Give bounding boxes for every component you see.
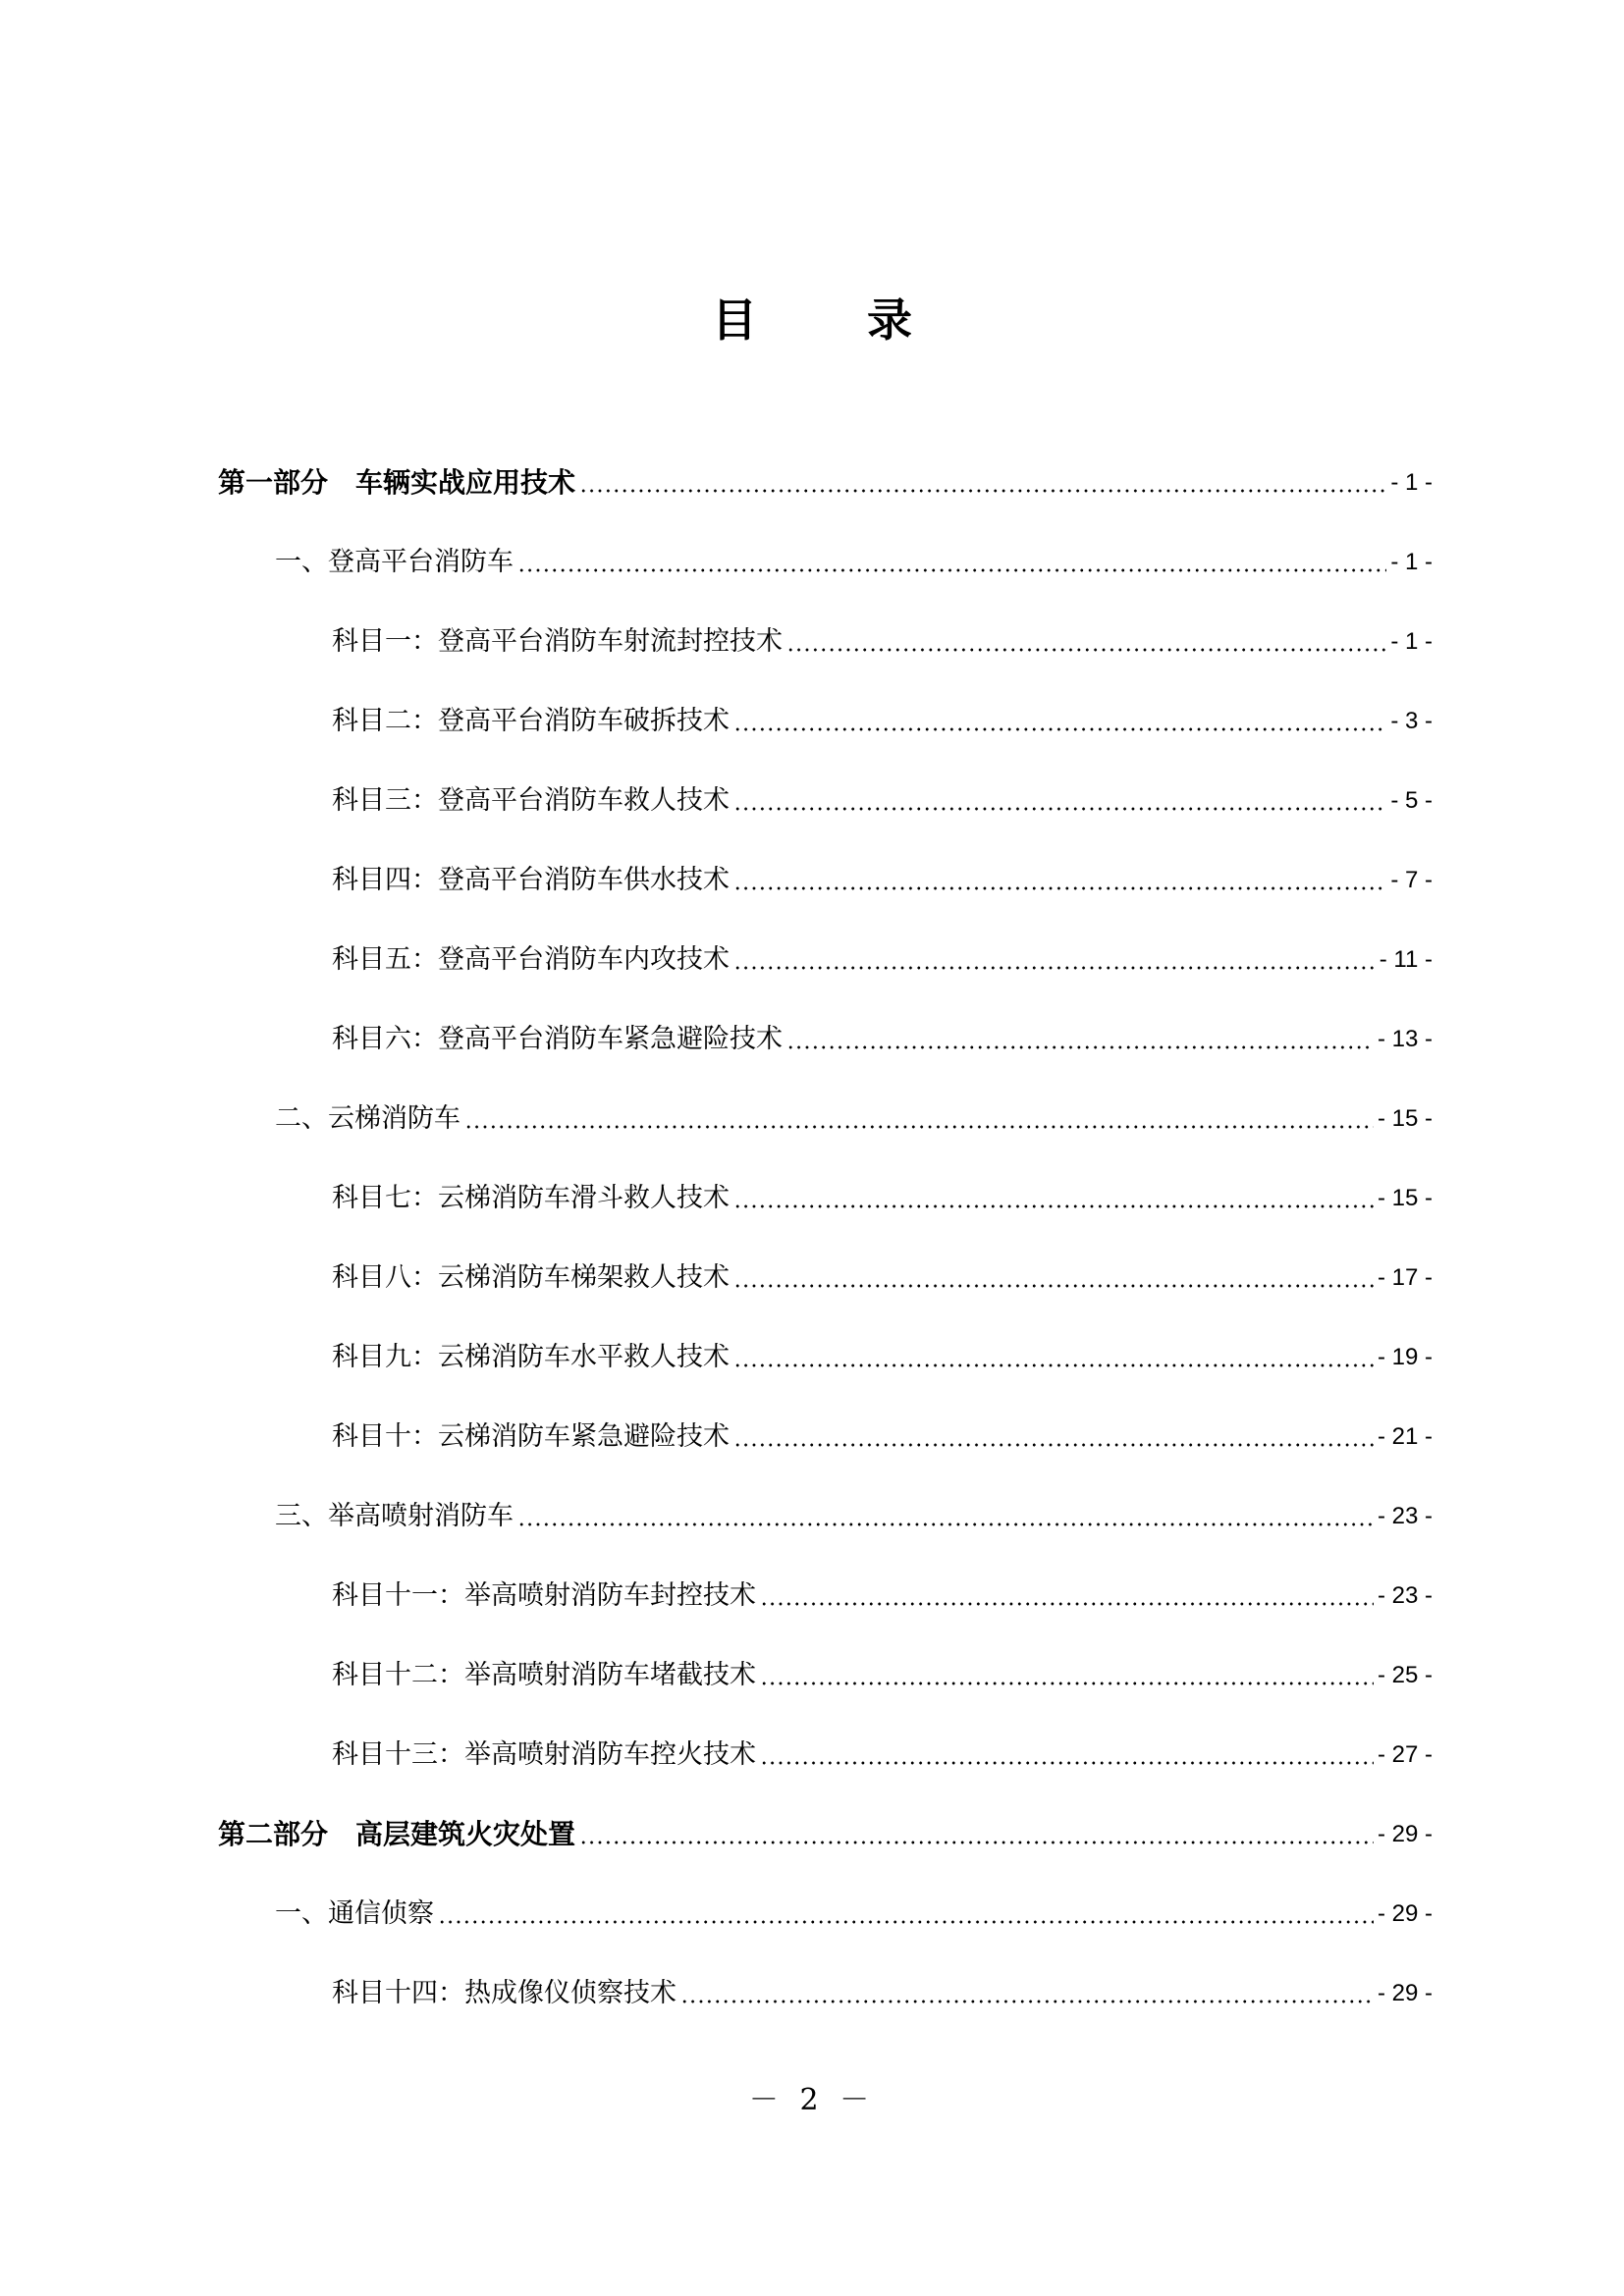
toc-page-number: - 1 - bbox=[1390, 628, 1433, 655]
toc-entry-label: 车辆实战应用技术 bbox=[355, 466, 576, 499]
toc-page-number: - 29 - bbox=[1377, 1821, 1433, 1847]
toc-entry-section[interactable] bbox=[275, 1497, 1433, 1536]
toc-entry-label: 科目十：云梯消防车紧急避险技术 bbox=[332, 1421, 730, 1452]
toc-entry-label: 科目八：云梯消防车梯架救人技术 bbox=[332, 1262, 730, 1293]
toc-page-number: - 15 - bbox=[1377, 1185, 1433, 1211]
dot-leader bbox=[733, 1363, 1374, 1367]
dot-leader bbox=[438, 1920, 1374, 1924]
toc-part-prefix: 第二部分 bbox=[218, 1818, 329, 1850]
toc-entry-label: 科目五：登高平台消防车内攻技术 bbox=[332, 944, 730, 975]
toc-page-number: - 13 - bbox=[1377, 1026, 1433, 1052]
toc-entry-label: 科目七：云梯消防车滑斗救人技术 bbox=[332, 1183, 730, 1213]
toc-page-number: - 1 - bbox=[1390, 469, 1433, 496]
dot-leader bbox=[680, 2000, 1374, 2003]
toc-entry-subject[interactable] bbox=[332, 1338, 1433, 1377]
toc-entry-part-2[interactable] bbox=[218, 1815, 1433, 1854]
page-number-footer: － 2 － bbox=[748, 2083, 876, 2117]
toc-entry-subject[interactable] bbox=[332, 1258, 1433, 1298]
toc-entry-subject[interactable] bbox=[332, 1020, 1433, 1059]
toc-entry-section[interactable] bbox=[275, 543, 1433, 582]
toc-entry-label: 科目四：登高平台消防车供水技术 bbox=[332, 865, 730, 895]
toc-entry-label: 一、通信侦察 bbox=[275, 1898, 434, 1929]
toc-page-number: - 3 - bbox=[1390, 708, 1433, 734]
toc-entry-subject[interactable] bbox=[332, 622, 1433, 662]
toc-page-number: - 17 - bbox=[1377, 1264, 1433, 1291]
dot-leader bbox=[733, 1284, 1374, 1288]
toc-entry-label: 科目九：云梯消防车水平救人技术 bbox=[332, 1342, 730, 1372]
dot-leader bbox=[517, 568, 1386, 572]
dot-leader bbox=[733, 1204, 1374, 1208]
toc-entry-subject[interactable] bbox=[332, 1974, 1433, 2013]
toc-page-number: - 5 - bbox=[1390, 787, 1433, 814]
toc-entry-subject[interactable] bbox=[332, 1735, 1433, 1775]
toc-entry-label: 科目二：登高平台消防车破拆技术 bbox=[332, 706, 730, 736]
toc-entry-label: 科目三：登高平台消防车救人技术 bbox=[332, 785, 730, 816]
toc-entry-subject[interactable] bbox=[332, 702, 1433, 741]
dot-leader bbox=[517, 1522, 1374, 1526]
toc-entry-subject[interactable] bbox=[332, 1179, 1433, 1218]
toc-page-number: - 1 - bbox=[1390, 549, 1433, 575]
dot-leader bbox=[760, 1761, 1374, 1765]
toc-entry-label: 科目十三：举高喷射消防车控火技术 bbox=[332, 1739, 756, 1770]
toc-entry-label: 三、举高喷射消防车 bbox=[275, 1501, 514, 1531]
dot-leader bbox=[733, 886, 1386, 890]
dot-leader bbox=[733, 1443, 1374, 1447]
dot-leader bbox=[760, 1682, 1374, 1685]
toc-page-number: - 23 - bbox=[1377, 1582, 1433, 1609]
dot-leader bbox=[786, 648, 1386, 652]
toc-entry-label: 二、云梯消防车 bbox=[275, 1103, 460, 1134]
toc-entry-subject[interactable] bbox=[332, 861, 1433, 900]
dot-leader bbox=[786, 1045, 1374, 1049]
toc-page-number: - 29 - bbox=[1377, 1900, 1433, 1927]
toc-entry-label: 科目十一：举高喷射消防车封控技术 bbox=[332, 1580, 756, 1611]
dot-leader bbox=[579, 1841, 1374, 1844]
dot-leader bbox=[733, 727, 1386, 731]
toc-page-number: - 15 - bbox=[1377, 1105, 1433, 1132]
dot-leader bbox=[733, 966, 1376, 970]
dot-leader bbox=[579, 489, 1386, 493]
toc-page-number: - 23 - bbox=[1377, 1503, 1433, 1529]
toc-page-number: - 7 - bbox=[1390, 867, 1433, 893]
toc-entry-subject[interactable] bbox=[332, 1656, 1433, 1695]
toc-entry-section[interactable] bbox=[275, 1895, 1433, 1934]
toc-entry-label: 一、登高平台消防车 bbox=[275, 547, 514, 577]
toc-page-number: - 25 - bbox=[1377, 1662, 1433, 1688]
page-title: 目 录 bbox=[711, 294, 959, 347]
dot-leader bbox=[760, 1602, 1374, 1606]
toc-page-number: - 21 - bbox=[1377, 1423, 1433, 1450]
toc-entry-part-1[interactable] bbox=[218, 463, 1433, 503]
toc-entry-label: 科目一：登高平台消防车射流封控技术 bbox=[332, 626, 783, 657]
toc-page-number: - 29 - bbox=[1377, 1980, 1433, 2006]
toc-page-number: - 19 - bbox=[1377, 1344, 1433, 1370]
toc-page-number: - 27 - bbox=[1377, 1741, 1433, 1768]
toc-entry-subject[interactable] bbox=[332, 1417, 1433, 1457]
toc-entry-subject[interactable] bbox=[332, 1576, 1433, 1616]
toc-entry-label: 科目十二：举高喷射消防车堵截技术 bbox=[332, 1660, 756, 1690]
toc-entry-subject[interactable] bbox=[332, 781, 1433, 821]
toc-entry-label: 高层建筑火灾处置 bbox=[355, 1818, 576, 1850]
toc-entry-subject[interactable] bbox=[332, 940, 1433, 980]
dot-leader bbox=[464, 1125, 1374, 1129]
toc-entry-label: 科目十四：热成像仪侦察技术 bbox=[332, 1978, 677, 2008]
toc-page-number: - 11 - bbox=[1379, 946, 1433, 973]
dot-leader bbox=[733, 807, 1386, 811]
toc-entry-section[interactable] bbox=[275, 1099, 1433, 1139]
toc-entry-label: 科目六：登高平台消防车紧急避险技术 bbox=[332, 1024, 783, 1054]
toc-part-prefix: 第一部分 bbox=[218, 466, 329, 499]
